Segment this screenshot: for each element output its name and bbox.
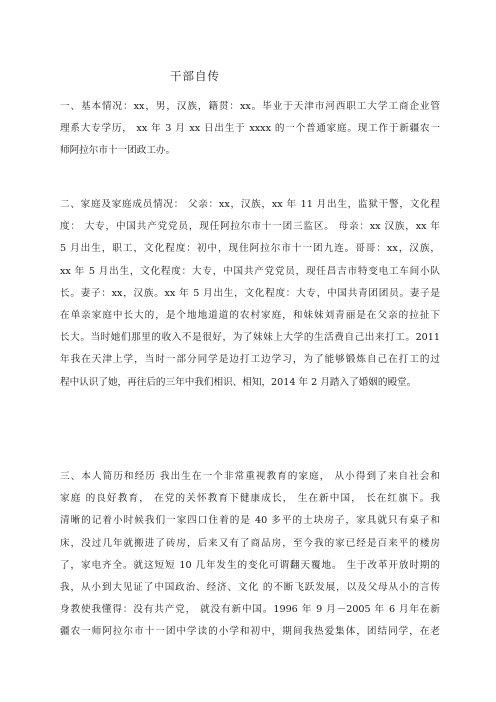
text-line: 家庭 的良好教育， 在党的关怀教育下健康成长， 生在新中国， 长在红旗下。我 xyxy=(60,493,440,505)
text-line: 程中认识了她，再往后的三年中我们相识、相知，2014 年 2 月踏入了婚姻的殿堂。 xyxy=(60,376,417,388)
text-line: 长大。当时她们那里的收入不是很好，为了妹妹上大学的生活费自己出来打工。2011 xyxy=(60,332,440,344)
text-line: 我，从小到大见证了中国政治、经济、文化 的不断飞跃发展，以及父母从小的言传 xyxy=(60,581,440,593)
text-line: 5 月出生，职工，文化程度：初中，现住阿拉尔市十一团九连。哥哥：xx，汉族， xyxy=(60,243,440,255)
text-line: 疆农一师阿拉尔市十一团中学读的小学和初中，期间我热爱集体，团结同学，在老 xyxy=(60,626,440,638)
text-line: 床，没过几年就搬进了砖房，后来又有了商品房，至今我的家已经是百来平的楼房 xyxy=(60,537,440,549)
text-line: 在单亲家庭中长大的，是个地地道道的农村家庭，和妹妹刘青丽是在父亲的拉扯下 xyxy=(60,309,440,321)
section-resume-experience xyxy=(60,466,440,644)
text-line: 长。妻子：xx，汉族。xx 年 5 月出生，文化程度：大专，中国共青团团员。妻子是 xyxy=(60,287,440,299)
text-line: 身教使我懂得：没有共产党， 就没有新中国。1996 年 9 月－2005 年 6 月年在新 xyxy=(60,604,440,616)
section-family-members xyxy=(60,194,440,394)
text-line: 二、家庭及家庭成员情况： 父亲：xx，汉族，xx 年 11 月出生，监狱干警，文化程 xyxy=(60,199,440,210)
text-line: 师阿拉尔市十一团政工办。 xyxy=(60,145,176,157)
text-line: xx 年 5 月出生，文化程度：大专，中国共产党党员，现任昌吉市特变电工车间小队 xyxy=(60,265,440,277)
text-line: 理系大专学历， xx 年 3 月 xx 日出生于 xxxx 的一个普通家庭。现工作于新疆农一 xyxy=(60,123,440,135)
text-line: 三、本人简历和经历 我出生在一个非常重视教育的家庭， 从小得到了来自社会和 xyxy=(60,471,440,482)
text-line: 了，家电齐全。就这短短 10 几年发生的变化可谓翻天覆地。 生于改革开放时期的 xyxy=(60,559,440,571)
document-title: 干部自传 xyxy=(170,69,220,83)
section-basic-info xyxy=(60,96,440,163)
text-line: 一、基本情况：xx，男，汉族，籍贯：xx。毕业于天津市河西职工大学工商企业管 xyxy=(60,101,440,112)
text-line: 年我在天津上学，当时一部分同学是边打工边学习，为了能够锻炼自己在打工的过 xyxy=(60,354,440,366)
text-line: 度： 大专，中国共产党党员，现任阿拉尔市十一团三监区。 母亲：xx 汉族，xx 年 xyxy=(60,221,440,233)
text-line: 清晰的记着小时候我们一家四口住着的是 40 多平的土块房子，家具就只有桌子和 xyxy=(60,515,440,527)
